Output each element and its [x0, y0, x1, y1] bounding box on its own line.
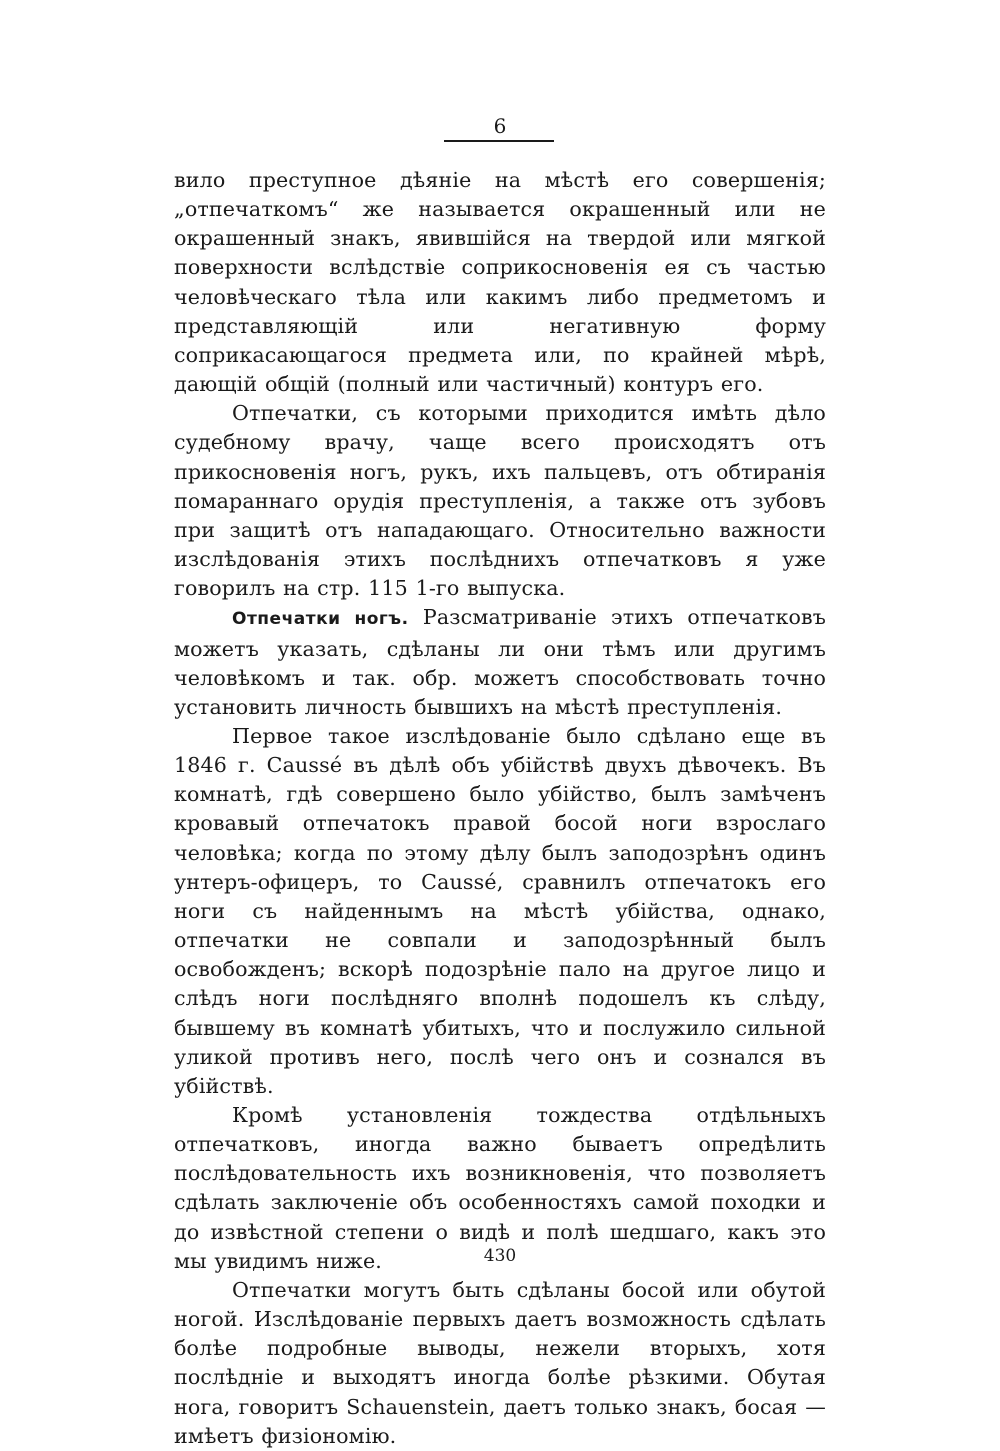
paragraph-6-text: Отпечатки могутъ быть сдѣланы босой или обутой ногой. Изслѣдованіе первыхъ даетъ возможность сдѣлать болѣе подробные выводы, нежели вторыхъ, хотя послѣдніе и выходятъ иногда болѣе рѣзкими. Обутая нога, говоритъ Schauenstein, даетъ только знакъ, босая — имѣетъ физіономію.	[174, 1277, 826, 1448]
paragraph-3	[174, 603, 826, 722]
section-lead-heading: Отпечатки ногъ.	[232, 609, 409, 630]
paragraph-3-text: Разсматриваніе этихъ отпечатковъ можетъ указать, сдѣланы ли они тѣмъ или другимъ человѣкомъ и так. обр. можетъ способствовать точно установить личность бывшихъ на мѣстѣ преступленія.	[174, 605, 827, 719]
paragraph-6	[174, 1276, 826, 1451]
paragraph-4-text: Первое такое изслѣдованіе было сдѣлано еще въ 1846 г. Caussé въ дѣлѣ объ убійствѣ двухъ дѣвочекъ. Въ комнатѣ, гдѣ совершено было убійство, былъ замѣченъ кровавый отпечатокъ правой босой ноги взрослаго человѣка; когда по этому дѣлу былъ заподозрѣнъ одинъ унтеръ-офицеръ, то Caussé, сравнилъ отпечатокъ его ноги съ найденнымъ на мѣстѣ убійства, однако, отпечатки не совпали и заподозрѣнный былъ освобожденъ; вскорѣ подозрѣніе пало на другое лицо и слѣдъ ноги послѣдняго вполнѣ подошелъ къ слѣду, бывшему въ комнатѣ убитыхъ, что и послужило сильной уликой противъ него, послѣ чего онъ и сознался въ убійствѣ.	[174, 723, 826, 1098]
paragraph-1-text: вило преступное дѣяніе на мѣстѣ его совершенія; „отпечаткомъ“ же называется окрашенный или не окрашенный знакъ, явившійся на твердой или мягкой поверхности вслѣдствіе соприкосновенія ея съ частью человѣческаго тѣла или какимъ либо предметомъ и представляющій или негативную форму соприкасающагося предмета или, по крайней мѣрѣ, дающій общій (полный или частичный) контуръ его.	[174, 168, 826, 397]
page-number-bottom: 430	[483, 1246, 517, 1266]
paragraph-5-text: Кромѣ установленія тождества отдѣльныхъ отпечатковъ, иногда важно бываетъ опредѣлить послѣдовательность ихъ возникновенія, что позволяетъ сдѣлать заключеніе объ особенностяхъ самой походки и до извѣстной степени о видѣ и полѣ шедшаго, какъ это мы увидимъ ниже.	[174, 1103, 826, 1273]
paragraph-2	[174, 399, 826, 603]
header-rule	[444, 140, 554, 142]
paragraph-2-text: Отпечатки, съ которыми приходится имѣть дѣло судебному врачу, чаще всего происходятъ отъ прикосновенія ногъ, рукъ, ихъ пальцевъ, отъ обтиранія помараннаго орудія преступленія, а также отъ зубовъ при защитѣ отъ нападающаго. Относительно важности изслѣдованія этихъ послѣднихъ отпечатковъ я уже говорилъ на стр. 115 1-го выпуска.	[174, 401, 826, 601]
page-number-top: 6	[493, 114, 507, 138]
paragraph-4	[174, 722, 826, 1101]
paragraph-1	[174, 166, 826, 399]
